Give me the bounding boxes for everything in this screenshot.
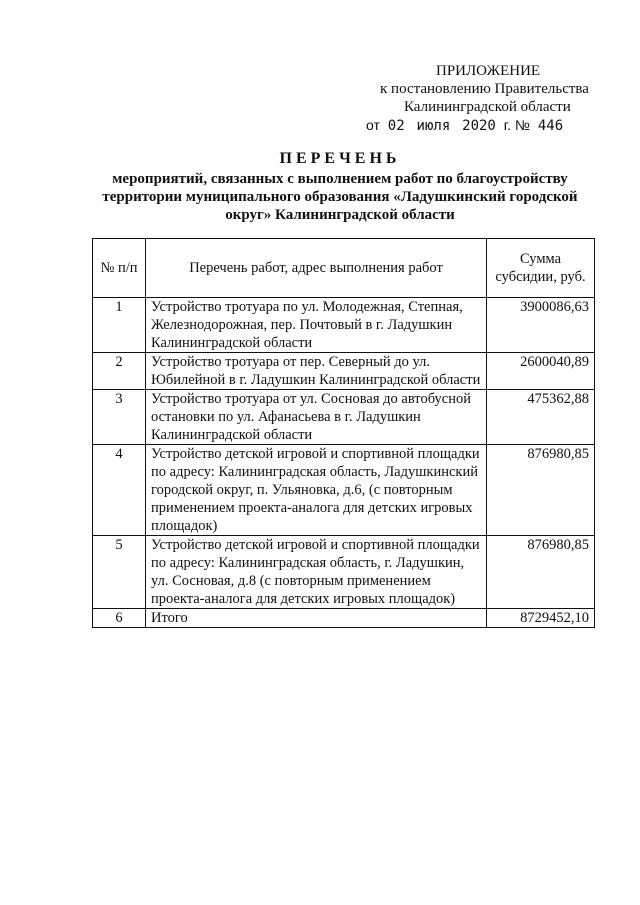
row-description: Итого	[146, 609, 487, 628]
row-number: 4	[93, 445, 146, 536]
date-month: июля	[416, 118, 451, 134]
table-row	[93, 536, 595, 609]
works-table	[92, 238, 595, 628]
row-sum: 876980,85	[487, 445, 595, 536]
header-works: Перечень работ, адрес выполнения работ	[146, 239, 487, 298]
document-subtitle-line-1: мероприятий, связанных с выполнением работ по благоустройству	[112, 171, 568, 187]
row-description: Устройство тротуара от ул. Сосновая до автобусной остановки по ул. Афанасьева в г. Ладушкин Калининградской области	[146, 390, 487, 445]
row-description: Устройство тротуара по ул. Молодежная, Степная, Железнодорожная, пер. Почтовый в г. Ладушкин Калининградской области	[146, 298, 487, 353]
appendix-reference: к постановлению Правительства	[380, 81, 589, 97]
row-number: 2	[93, 353, 146, 390]
table-row	[93, 353, 595, 390]
table-row-total	[93, 609, 595, 628]
row-number: 5	[93, 536, 146, 609]
table-row	[93, 445, 595, 536]
appendix-date-line	[360, 116, 590, 135]
row-sum: 3900086,63	[487, 298, 595, 353]
appendix-region: Калининградской области	[404, 99, 571, 115]
row-number: 6	[93, 609, 146, 628]
table-row	[93, 390, 595, 445]
row-sum: 475362,88	[487, 390, 595, 445]
row-description: Устройство детской игровой и спортивной площадки по адресу: Калининградская область, Ладушкинский городской округ, п. Ульяновка, д.6, (с повторным применением проекта-аналога для детских игровых площадок)	[146, 445, 487, 536]
row-sum: 8729452,10	[487, 609, 595, 628]
appendix-heading: ПРИЛОЖЕНИЕ	[436, 63, 541, 79]
date-day: 02	[387, 118, 405, 134]
table-header-row	[93, 239, 595, 298]
document-title-block	[60, 150, 620, 224]
table-row	[93, 298, 595, 353]
row-sum: 876980,85	[487, 536, 595, 609]
header-number: № п/п	[93, 239, 146, 298]
header-sum: Сумма субсидии, руб.	[487, 239, 595, 298]
date-suffix: г. №	[503, 117, 530, 133]
row-description: Устройство тротуара от пер. Северный до ул. Юбилейной в г. Ладушкин Калининградской области	[146, 353, 487, 390]
row-number: 1	[93, 298, 146, 353]
document-subtitle-line-3: округ» Калининградской области	[225, 207, 455, 223]
date-year: 2020	[462, 118, 496, 134]
date-prefix: от	[366, 117, 380, 133]
document-number: 446	[537, 118, 564, 134]
appendix-block	[360, 62, 590, 135]
row-number: 3	[93, 390, 146, 445]
document-subtitle-line-2: территории муниципального образования «Ладушкинский городской	[102, 189, 578, 205]
row-description: Устройство детской игровой и спортивной площадки по адресу: Калининградская область, г. Ладушкин, ул. Сосновая, д.8 (с повторным применением проекта-аналога для детских игровых площадок)	[146, 536, 487, 609]
row-sum: 2600040,89	[487, 353, 595, 390]
document-title: ПЕРЕЧЕНЬ	[279, 150, 401, 167]
